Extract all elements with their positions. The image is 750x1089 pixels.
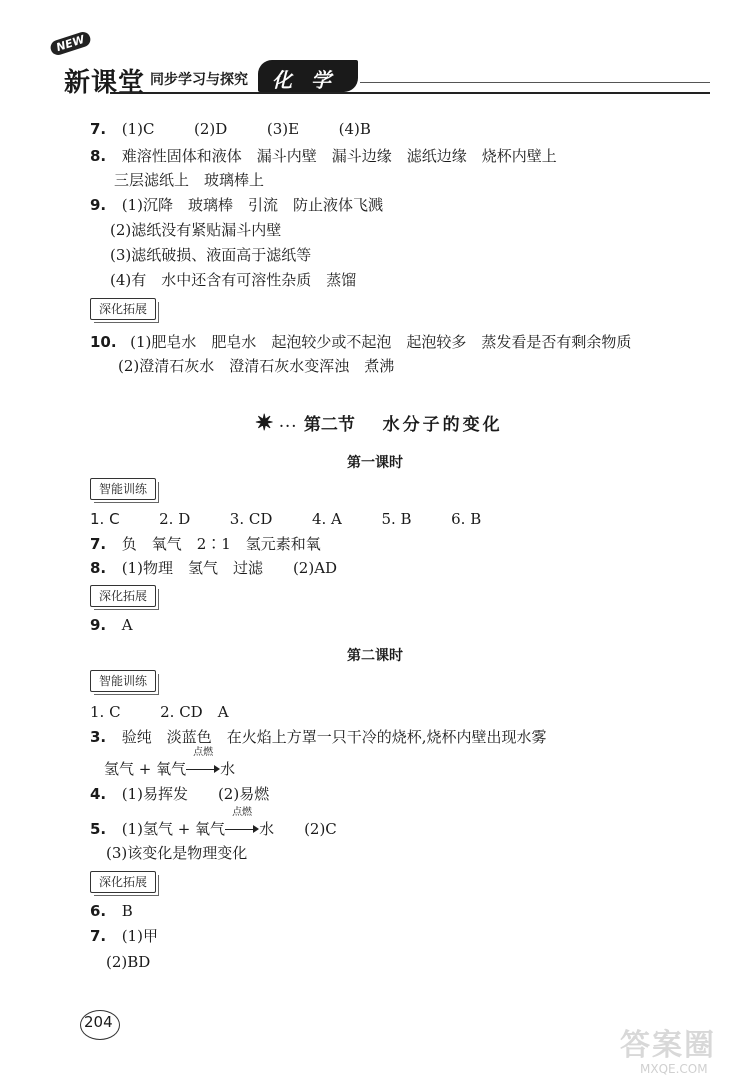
q-number: 4. <box>90 785 107 803</box>
answer: 验纯 淡蓝色 在火焰上方罩一只干冷的烧杯,烧杯内壁出现水雾 <box>121 728 547 746</box>
q-number: 6. <box>90 902 107 920</box>
answer: 水 (2)C <box>259 820 337 838</box>
q8-line <box>90 146 557 166</box>
answer: B <box>121 902 133 920</box>
lesson2-row1 <box>90 702 229 722</box>
q9-line <box>90 195 383 215</box>
equation-left: 氢气 + 氧气 <box>104 760 187 778</box>
equation-left: (1)氢气 + 氧气 <box>121 820 226 838</box>
answer: (1)肥皂水 肥皂水 起泡较少或不起泡 起泡较多 蒸发看是否有剩余物质 <box>130 333 632 351</box>
deep-expansion-box: 深化拓展 <box>90 585 156 607</box>
section-prefix: 第二节 <box>303 415 355 435</box>
section-name: 水分子的变化 <box>382 415 503 435</box>
answer: 2. CD A <box>160 703 229 721</box>
lesson2-q7-line2: (2)BD <box>106 953 151 971</box>
answer: 难溶性固体和液体 漏斗内壁 漏斗边缘 滤纸边缘 烧杯内壁上 <box>121 147 557 165</box>
header-rule <box>110 92 710 94</box>
q-number: 3. <box>90 728 107 746</box>
reaction-condition: 点燃 <box>232 807 253 818</box>
deep-expansion-box: 深化拓展 <box>90 871 156 893</box>
q-number: 7. <box>90 927 107 945</box>
answer: 负 氧气 2∶1 氢元素和氧 <box>121 535 321 553</box>
q-number: 7. <box>90 535 107 553</box>
answer: (1)C <box>121 120 155 138</box>
answer: A <box>121 616 133 634</box>
page-number: 204 <box>84 1013 113 1031</box>
answer: (2)D <box>194 120 228 138</box>
lesson2-q3 <box>90 727 546 747</box>
q9-line4: (4)有 水中还含有可溶性杂质 蒸馏 <box>110 271 357 289</box>
dots: ··· <box>279 419 298 433</box>
brand-subtitle: 同步学习与探究 <box>150 72 248 88</box>
lesson1-q7 <box>90 534 321 554</box>
q8-line2: 三层滤纸上 玻璃棒上 <box>114 171 265 189</box>
watermark-url: MXQE.COM <box>640 1062 708 1076</box>
answer: 4. A <box>311 510 342 528</box>
lesson1-row1 <box>90 509 481 529</box>
equation-right: 水 <box>220 760 236 778</box>
answer: 1. C <box>90 510 120 528</box>
answer: 2. D <box>159 510 191 528</box>
q-number: 9. <box>90 196 107 214</box>
smart-training-box: 智能训练 <box>90 670 156 692</box>
answer: 6. B <box>451 510 482 528</box>
subject-label: 化 学 <box>272 68 337 92</box>
section-title <box>255 410 503 436</box>
lesson2-q4 <box>90 784 269 804</box>
lesson2-q6 <box>90 901 133 921</box>
q-number: 7. <box>90 120 107 138</box>
lesson2-q5 <box>90 807 337 840</box>
q-number: 5. <box>90 820 107 838</box>
brand-badge: NEW <box>49 30 92 57</box>
reaction-arrow <box>186 747 220 780</box>
lesson2-title: 第二课时 <box>347 648 403 664</box>
q-number: 8. <box>90 559 107 577</box>
watermark-logo: 答案圈 <box>620 1028 716 1063</box>
q-number: 10. <box>90 333 117 351</box>
answer: (1)沉降 玻璃棒 引流 防止液体飞溅 <box>121 196 383 214</box>
deep-expansion-box: 深化拓展 <box>90 298 156 320</box>
q-number: 8. <box>90 147 107 165</box>
answer: (1)易挥发 (2)易燃 <box>121 785 270 803</box>
header-rule-thin <box>360 82 710 83</box>
reaction-arrow <box>225 807 259 840</box>
q10-line <box>90 332 631 352</box>
lesson1-q8 <box>90 558 337 578</box>
reaction-condition: 点燃 <box>193 747 214 758</box>
brand-title: 新课堂 <box>64 68 146 98</box>
q7-line <box>90 119 371 139</box>
q9-line2: (2)滤纸没有紧贴漏斗内壁 <box>110 221 282 239</box>
answer: 1. C <box>90 703 121 721</box>
lesson2-q7 <box>90 926 158 946</box>
lesson2-q3-equation <box>104 747 236 780</box>
answer: (3)E <box>266 120 300 138</box>
answer: 3. CD <box>229 510 273 528</box>
answer: 5. B <box>381 510 412 528</box>
q10-line2: (2)澄清石灰水 澄清石灰水变浑浊 煮沸 <box>118 357 395 375</box>
star-icon: ✷ <box>255 410 274 436</box>
lesson2-q5-line2: (3)该变化是物理变化 <box>106 844 248 862</box>
answer: (1)物理 氢气 过滤 (2)AD <box>121 559 338 577</box>
q9-line3: (3)滤纸破损、液面高于滤纸等 <box>110 246 312 264</box>
answer: (4)B <box>338 120 371 138</box>
lesson1-q9 <box>90 615 133 635</box>
lesson1-title: 第一课时 <box>347 455 403 471</box>
answer: (1)甲 <box>121 927 158 945</box>
smart-training-box: 智能训练 <box>90 478 156 500</box>
q-number: 9. <box>90 616 107 634</box>
